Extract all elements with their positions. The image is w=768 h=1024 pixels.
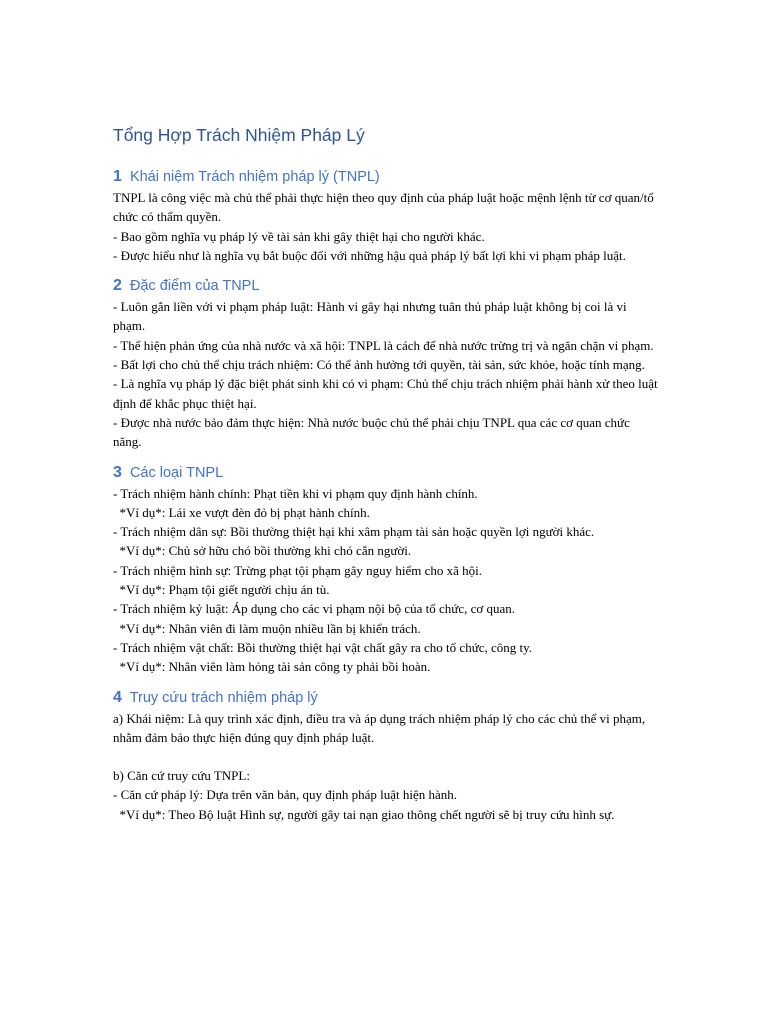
paragraph: b) Căn cứ truy cứu TNPL: xyxy=(113,768,250,784)
paragraph: - Thể hiện phản ứng của nhà nước và xã hội: TNPL là cách để nhà nước trừng trị và ngăn chặn vi phạm. xyxy=(113,337,654,353)
example-line: *Ví dụ*: Nhân viên làm hỏng tài sản công ty phải bồi hoàn. xyxy=(113,659,431,675)
section-title: Khái niệm Trách nhiệm pháp lý (TNPL) xyxy=(129,169,380,185)
paragraph: - Được hiểu như là nghĩa vụ bắt buộc đối với những hậu quả pháp lý bất lợi khi vi phạm pháp luật. xyxy=(113,247,626,263)
example-line: *Ví dụ*: Chủ sở hữu chó bồi thường khi chó cắn người. xyxy=(113,543,412,559)
document-title: Tổng Hợp Trách Nhiệm Pháp Lý xyxy=(113,125,365,145)
paragraph: - Trách nhiệm kỷ luật: Áp dụng cho các vi phạm nội bộ của tổ chức, cơ quan. xyxy=(113,601,516,617)
section-2 xyxy=(113,275,661,451)
example-line: *Ví dụ*: Phạm tội giết người chịu án tù. xyxy=(113,582,330,598)
section-heading xyxy=(113,687,658,709)
example-line: *Ví dụ*: Nhân viên đi làm muộn nhiều lần bị khiển trách. xyxy=(113,620,421,636)
section-title: Đặc điểm của TNPL xyxy=(129,278,260,295)
paragraph: - Căn cứ pháp lý: Dựa trên văn bản, quy định pháp luật hiện hành. xyxy=(113,787,458,803)
section-1 xyxy=(113,166,658,265)
paragraph: - Là nghĩa vụ pháp lý đặc biệt phát sinh khi có vi phạm: Chủ thể chịu trách nhiệm phải hành xử theo luật định để khắc phục thiệt hại. xyxy=(113,376,661,411)
paragraph: - Bất lợi cho chủ thể chịu trách nhiệm: Có thể ảnh hưởng tới quyền, tài sản, sức khỏe, hoặc tính mạng. xyxy=(113,357,645,373)
section-heading xyxy=(113,275,658,297)
section-title: Các loại TNPL xyxy=(129,464,224,481)
section-number: 1 xyxy=(113,168,122,185)
example-line: *Ví dụ*: Lái xe vượt đèn đỏ bị phạt hành chính. xyxy=(113,504,370,520)
example-line: *Ví dụ*: Theo Bộ luật Hình sự, người gây tai nạn giao thông chết người sẽ bị truy cứu hình sự. xyxy=(113,806,615,822)
paragraph: - Bao gồm nghĩa vụ pháp lý về tài sản khi gây thiệt hại cho người khác. xyxy=(113,228,485,244)
section-heading xyxy=(113,166,658,188)
section-number: 3 xyxy=(113,463,122,481)
paragraph: - Trách nhiệm dân sự: Bồi thường thiệt hại khi xâm phạm tài sản hoặc quyền lợi người khác. xyxy=(113,524,595,540)
section-heading xyxy=(113,462,658,484)
paragraph: - Trách nhiệm hành chính: Phạt tiền khi vi phạm quy định hành chính. xyxy=(113,485,478,501)
paragraph: TNPL là công việc mà chủ thể phải thực hiện theo quy định của pháp luật hoặc mệnh lệnh từ cơ quan/tổ chức có thẩm quyền. xyxy=(113,190,657,225)
paragraph: - Trách nhiệm hình sự: Trừng phạt tội phạm gây nguy hiểm cho xã hội. xyxy=(113,562,483,578)
paragraph-gap xyxy=(113,747,658,766)
paragraph: - Trách nhiệm vật chất: Bồi thường thiệt hại vật chất gây ra cho tổ chức, công ty. xyxy=(113,639,533,655)
paragraph: - Luôn gắn liền với vi phạm pháp luật: Hành vi gây hại nhưng tuân thủ pháp luật không bị coi là vi phạm. xyxy=(113,299,630,334)
section-number: 2 xyxy=(113,277,122,295)
section-number: 4 xyxy=(113,688,122,706)
paragraph: - Được nhà nước bảo đảm thực hiện: Nhà nước buộc chủ thể phải chịu TNPL qua các cơ quan chức năng. xyxy=(113,414,634,450)
section-4 xyxy=(113,687,658,824)
paragraph: a) Khái niệm: Là quy trình xác định, điều tra và áp dụng trách nhiệm pháp lý cho các chủ thể vi phạm, nhằm đảm bảo thực hiện đúng quy định pháp luật. xyxy=(113,710,649,745)
document-page xyxy=(113,122,661,834)
section-title: Truy cứu trách nhiệm pháp lý xyxy=(129,689,318,706)
section-3 xyxy=(113,462,658,677)
